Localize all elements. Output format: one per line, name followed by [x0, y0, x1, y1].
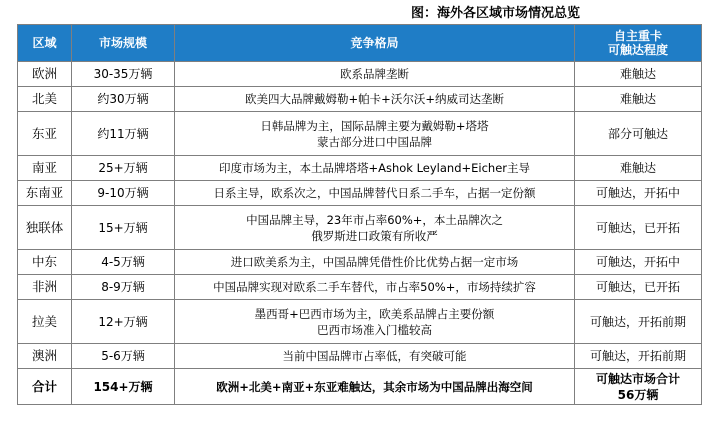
cell-reachability: 可触达，已开拓 [575, 275, 702, 300]
cell-region: 东亚 [18, 112, 72, 156]
header-competition: 竞争格局 [175, 25, 575, 62]
cell-competition: 中国品牌主导，23年市占率60%+，本土品牌次之 俄罗斯进口政策有所收严 [175, 206, 575, 250]
cell-region: 北美 [18, 87, 72, 112]
table-row [18, 275, 702, 300]
cell-region: 非洲 [18, 275, 72, 300]
cell-market-size: 4-5万辆 [72, 250, 175, 275]
table-row [18, 181, 702, 206]
table-row [18, 250, 702, 275]
cell-market-size: 30-35万辆 [72, 62, 175, 87]
cell-region: 独联体 [18, 206, 72, 250]
cell-market-size: 8-9万辆 [72, 275, 175, 300]
market-overview-table [17, 24, 702, 405]
cell-reachability: 难触达 [575, 62, 702, 87]
cell-competition: 墨西哥+巴西市场为主，欧美系品牌占主要份额 巴西市场准入门槛较高 [175, 300, 575, 344]
cell-competition: 日韩品牌为主，国际品牌主要为戴姆勒+塔塔 蒙古部分进口中国品牌 [175, 112, 575, 156]
cell-market-size: 12+万辆 [72, 300, 175, 344]
cell-competition: 欧系品牌垄断 [175, 62, 575, 87]
table-row [18, 87, 702, 112]
cell-reachability: 难触达 [575, 87, 702, 112]
cell-competition: 欧美四大品牌戴姆勒+帕卡+沃尔沃+纳威司达垄断 [175, 87, 575, 112]
cell-region: 欧洲 [18, 62, 72, 87]
total-row [18, 369, 702, 405]
table-row [18, 112, 702, 156]
table-title: 图：海外各区域市场情况总览 [410, 5, 580, 21]
cell-competition: 日系主导，欧系次之，中国品牌替代日系二手车，占据一定份额 [175, 181, 575, 206]
table-row [18, 62, 702, 87]
cell-reachability: 可触达，开拓中 [575, 250, 702, 275]
header-region: 区域 [18, 25, 72, 62]
cell-market-size: 9-10万辆 [72, 181, 175, 206]
cell-region: 拉美 [18, 300, 72, 344]
header-reachability: 自主重卡 可触达程度 [575, 25, 702, 62]
cell-region: 中东 [18, 250, 72, 275]
cell-market-size: 5-6万辆 [72, 344, 175, 369]
cell-competition: 欧洲+北美+南亚+东亚难触达，其余市场为中国品牌出海空间 [175, 369, 575, 405]
cell-competition: 中国品牌实现对欧系二手车替代，市占率50%+，市场持续扩容 [175, 275, 575, 300]
cell-reachability: 可触达，开拓前期 [575, 300, 702, 344]
cell-market-size: 约11万辆 [72, 112, 175, 156]
cell-region: 澳洲 [18, 344, 72, 369]
table-body [18, 62, 702, 405]
cell-reachability: 可触达，开拓前期 [575, 344, 702, 369]
cell-competition: 印度市场为主，本土品牌塔塔+Ashok Leyland+Eicher主导 [175, 156, 575, 181]
cell-reachability: 可触达，已开拓 [575, 206, 702, 250]
cell-reachability: 部分可触达 [575, 112, 702, 156]
header-market-size: 市场规模 [72, 25, 175, 62]
cell-region: 南亚 [18, 156, 72, 181]
table-row [18, 344, 702, 369]
header-row [18, 25, 702, 62]
cell-reachability: 难触达 [575, 156, 702, 181]
cell-market-size: 25+万辆 [72, 156, 175, 181]
table-row [18, 300, 702, 344]
cell-competition: 当前中国品牌市占率低，有突破可能 [175, 344, 575, 369]
table-row [18, 206, 702, 250]
cell-reachability: 可触达市场合计 56万辆 [575, 369, 702, 405]
cell-region: 合计 [18, 369, 72, 405]
cell-competition: 进口欧美系为主，中国品牌凭借性价比优势占据一定市场 [175, 250, 575, 275]
cell-reachability: 可触达，开拓中 [575, 181, 702, 206]
cell-market-size: 154+万辆 [72, 369, 175, 405]
cell-region: 东南亚 [18, 181, 72, 206]
table-row [18, 156, 702, 181]
cell-market-size: 15+万辆 [72, 206, 175, 250]
cell-market-size: 约30万辆 [72, 87, 175, 112]
